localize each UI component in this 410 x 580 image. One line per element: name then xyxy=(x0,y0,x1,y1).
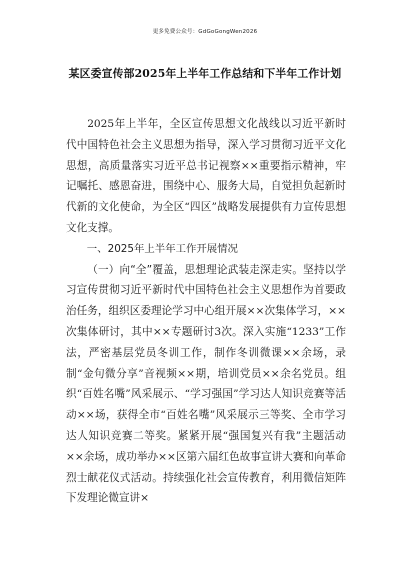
watermark-text: 更多免费公众号：GdGoGongWen2026 xyxy=(152,29,258,35)
intro-paragraph: 2025年上半年，全区宣传思想文化战线以习近平新时代中国特色社会主义思想为指导，深入学习贯彻习近平文化思想，高质量落实习近平总书记视察××重要指示精神，牢记嘱托、感恩奋进，围绕中心、服务大局，自觉担负起新时代新的文化使命，为全区“四区”战略发展提供有力宣传思想文化支撑。 xyxy=(66,118,346,234)
section-heading: 一、2025年上半年工作开展情况 xyxy=(86,242,238,255)
document-body xyxy=(66,114,346,509)
subsection-heading: （一）向“全”覆盖，思想理论武装走深走实。 xyxy=(87,263,304,276)
subsection-body: 坚持以学习宣传贯彻习近平新时代中国特色社会主义思想作为首要政治任务，组织区委理论学习中心组开展××次集体学习，××次集体研讨，其中××专题研讨3次。深入实施“1233”工作法，严密基层党员冬训工作，制作冬训微课××余场，录制“金句微分享”音视频××期，培训党员××余名党员。组织“百姓名嘴”风采展示、“学习强国”学习达人知识竞赛等活动××场，获得全市“百姓名嘴”风采展示三等奖、全市学习达人知识竞赛二等奖。紧紧开展“强国复兴有我”主题活动××余场，成功举办××区第六届红色故事宣讲大赛和向革命烈士献花仪式活动。持续强化社会宣传教育，利用微信矩阵下发理论微宣讲× xyxy=(66,263,347,505)
subsection-paragraph xyxy=(66,260,346,510)
document-title: 某区委宣传部2025年上半年工作总结和下半年工作计划 xyxy=(68,67,342,80)
